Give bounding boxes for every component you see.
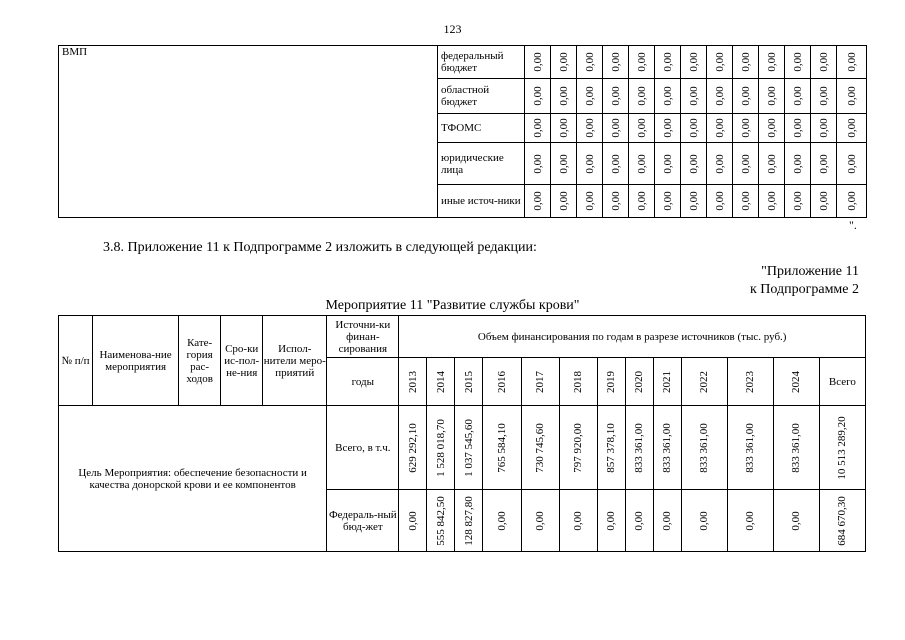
header-year [727, 358, 773, 406]
value-cell-text: 0,00 [739, 191, 752, 211]
value-cell-text: 0,00 [713, 118, 726, 138]
header-year [653, 358, 681, 406]
table-title: Мероприятие 11 "Развитие службы крови" [325, 298, 580, 313]
value-cell-text: 0,00 [687, 153, 700, 174]
value-cell [785, 79, 811, 114]
value-cell-text: 0,00 [845, 52, 858, 72]
value-cell-text: 0,00 [817, 86, 830, 106]
table-row [59, 406, 866, 490]
value-cell [455, 406, 483, 490]
value-cell-text: 0,00 [817, 153, 830, 174]
value-cell-text: 0,00 [605, 510, 618, 531]
value-cell [681, 143, 707, 185]
value-cell [525, 185, 551, 218]
value-cell-text: 0,00 [609, 118, 622, 138]
header-year-text: 2023 [744, 370, 757, 393]
value-cell [577, 46, 603, 79]
value-cell-text: 0,00 [698, 510, 711, 531]
value-cell [811, 79, 837, 114]
value-cell [733, 79, 759, 114]
header-year [597, 358, 625, 406]
value-cell [759, 143, 785, 185]
value-cell [727, 490, 773, 552]
value-cell [837, 79, 867, 114]
value-cell [427, 406, 455, 490]
value-cell-text: 0,00 [765, 153, 778, 174]
value-cell [707, 114, 733, 143]
value-cell [681, 46, 707, 79]
value-cell-text: 0,00 [817, 191, 830, 211]
value-cell-text: 0,00 [661, 191, 674, 211]
value-cell-text: 0,00 [817, 118, 830, 138]
value-cell-text: 0,00 [661, 86, 674, 106]
value-cell [707, 143, 733, 185]
value-cell [681, 185, 707, 218]
value-cell [597, 490, 625, 552]
value-cell-text: 0,00 [635, 153, 648, 174]
value-cell [577, 185, 603, 218]
value-cell [811, 185, 837, 218]
value-cell-text: 0,00 [713, 153, 726, 174]
value-cell [625, 490, 653, 552]
value-cell [525, 114, 551, 143]
value-cell [597, 406, 625, 490]
value-cell [727, 406, 773, 490]
value-cell [603, 79, 629, 114]
value-cell [655, 185, 681, 218]
value-cell-text: 0,00 [845, 191, 858, 211]
value-cell [785, 114, 811, 143]
header-year-text: 2014 [434, 370, 447, 393]
value-cell-text: 0,00 [661, 118, 674, 138]
value-cell [559, 406, 597, 490]
value-cell [707, 79, 733, 114]
header-year-text: 2022 [698, 370, 711, 393]
value-cell [603, 143, 629, 185]
value-cell [629, 143, 655, 185]
source-cell: Федераль-ный бюд-жет [327, 490, 399, 552]
value-cell-text: 0,00 [406, 510, 419, 531]
header-year-text: 2017 [534, 370, 547, 393]
row-label: ВМП [59, 46, 438, 218]
value-cell-text: 128 827,80 [462, 495, 475, 546]
value-cell [707, 46, 733, 79]
value-cell [811, 143, 837, 185]
value-cell-text: 797 920,00 [572, 422, 585, 473]
value-cell [455, 490, 483, 552]
appendix-line-1: "Приложение 11 [761, 264, 859, 279]
header-year [521, 358, 559, 406]
value-cell-text: 0,00 [765, 52, 778, 72]
source-cell: федеральный бюджет [438, 46, 525, 79]
value-cell-text: 0,00 [790, 510, 803, 531]
value-cell [427, 490, 455, 552]
source-cell: Всего, в т.ч. [327, 406, 399, 490]
value-cell-text: 833 361,00 [698, 422, 711, 473]
value-cell-text: 0,00 [791, 191, 804, 211]
value-cell [733, 143, 759, 185]
header-year [399, 358, 427, 406]
page-number: 123 [443, 22, 462, 36]
value-cell-text: 0,00 [739, 153, 752, 174]
value-cell [483, 490, 521, 552]
value-cell-text: 833 361,00 [790, 422, 803, 473]
value-cell [551, 79, 577, 114]
value-cell-text: 0,00 [583, 191, 596, 211]
top-funding-table [58, 45, 867, 218]
header-year [773, 358, 819, 406]
value-cell [733, 114, 759, 143]
value-cell-text: 0,00 [845, 153, 858, 174]
value-cell-text: 833 361,00 [661, 422, 674, 473]
value-cell-text: 629 292,10 [406, 422, 419, 473]
value-cell-text: 0,00 [739, 86, 752, 106]
value-cell-text: 0,00 [531, 191, 544, 211]
value-cell-text: 730 745,60 [534, 422, 547, 473]
value-cell [551, 46, 577, 79]
value-cell [759, 185, 785, 218]
value-cell [577, 114, 603, 143]
header-total: Всего [819, 358, 865, 406]
value-cell-text: 0,00 [557, 52, 570, 72]
value-cell-text: 0,00 [609, 153, 622, 174]
value-cell [483, 406, 521, 490]
header-year [625, 358, 653, 406]
value-cell-text: 0,00 [791, 153, 804, 174]
value-cell-text: 833 361,00 [744, 422, 757, 473]
value-cell-text: 1 528 018,70 [434, 418, 447, 477]
goal-cell: Цель Мероприятия: обеспечение безопасности и качества донорской крови и ее компонентов [59, 406, 327, 552]
value-cell-text: 0,00 [713, 52, 726, 72]
source-cell: иные источ-ники [438, 185, 525, 218]
value-cell [629, 185, 655, 218]
value-cell-text: 0,00 [739, 118, 752, 138]
value-cell-text: 0,00 [713, 191, 726, 211]
value-cell [521, 406, 559, 490]
value-cell [603, 185, 629, 218]
value-cell-text: 0,00 [791, 86, 804, 106]
value-cell [577, 143, 603, 185]
source-cell: юридические лица [438, 143, 525, 185]
value-cell [811, 114, 837, 143]
value-cell [551, 185, 577, 218]
value-cell-text: 857 378,10 [605, 422, 618, 473]
value-cell-text: 0,00 [845, 118, 858, 138]
table-row [59, 46, 867, 79]
value-cell-text: 0,00 [765, 86, 778, 106]
value-cell [773, 406, 819, 490]
value-cell [629, 114, 655, 143]
value-cell [653, 490, 681, 552]
value-cell [603, 46, 629, 79]
value-cell-text: 0,00 [817, 52, 830, 72]
value-cell [603, 114, 629, 143]
value-cell [399, 490, 427, 552]
value-cell-text: 0,00 [531, 153, 544, 174]
value-cell-text: 0,00 [635, 191, 648, 211]
value-cell [625, 406, 653, 490]
header-year-text: 2015 [462, 370, 475, 393]
value-cell-text: 0,00 [765, 191, 778, 211]
header-terms: Сро-ки ис-пол-не-ния [221, 316, 263, 406]
value-cell-text: 0,00 [609, 86, 622, 106]
value-cell-text: 0,00 [713, 86, 726, 106]
value-cell [785, 46, 811, 79]
header-funding: Объем финансирования по годам в разрезе источников (тыс. руб.) [399, 316, 866, 358]
value-cell-text: 0,00 [609, 191, 622, 211]
value-cell-text: 0,00 [687, 52, 700, 72]
value-cell-text: 0,00 [531, 86, 544, 106]
value-cell [551, 143, 577, 185]
value-cell [837, 114, 867, 143]
value-cell-text: 765 584,10 [495, 422, 508, 473]
value-cell [577, 79, 603, 114]
value-cell [655, 143, 681, 185]
value-cell-text: 0,00 [633, 510, 646, 531]
header-year [427, 358, 455, 406]
value-cell [819, 406, 865, 490]
value-cell [837, 185, 867, 218]
value-cell-text: 0,00 [687, 118, 700, 138]
value-cell-text: 0,00 [557, 191, 570, 211]
value-cell-text: 0,00 [845, 86, 858, 106]
instruction-paragraph: 3.8. Приложение 11 к Подпрограмме 2 изложить в следующей редакции: [103, 240, 537, 255]
value-cell-text: 0,00 [739, 52, 752, 72]
value-cell-text: 0,00 [744, 510, 757, 531]
value-cell [399, 406, 427, 490]
value-cell-text: 0,00 [791, 52, 804, 72]
value-cell [551, 114, 577, 143]
value-cell-text: 10 513 289,20 [836, 415, 849, 480]
value-cell [525, 46, 551, 79]
value-cell-text: 0,00 [583, 153, 596, 174]
value-cell-text: 0,00 [531, 52, 544, 72]
value-cell-text: 0,00 [635, 52, 648, 72]
value-cell-text: 0,00 [661, 153, 674, 174]
value-cell [655, 114, 681, 143]
header-year [681, 358, 727, 406]
value-cell [733, 46, 759, 79]
value-cell [681, 490, 727, 552]
value-cell-text: 0,00 [687, 191, 700, 211]
source-cell: областной бюджет [438, 79, 525, 114]
value-cell [785, 143, 811, 185]
value-cell [759, 114, 785, 143]
value-cell [773, 490, 819, 552]
header-executors: Испол-нители меро-приятий [263, 316, 327, 406]
header-sources: Источни-ки финан-сирования [327, 316, 399, 358]
value-cell [811, 46, 837, 79]
value-cell-text: 0,00 [531, 118, 544, 138]
value-cell-text: 0,00 [791, 118, 804, 138]
value-cell-text: 0,00 [534, 510, 547, 531]
main-funding-table [58, 315, 866, 552]
value-cell [629, 46, 655, 79]
value-cell-text: 0,00 [635, 86, 648, 106]
value-cell [733, 185, 759, 218]
header-name: Наименова-ние мероприятия [93, 316, 179, 406]
value-cell-text: 0,00 [583, 118, 596, 138]
value-cell [785, 185, 811, 218]
header-year-text: 2021 [661, 370, 674, 393]
value-cell [525, 79, 551, 114]
header-year [559, 358, 597, 406]
header-year-text: 2013 [406, 370, 419, 393]
closing-quote: ". [849, 218, 857, 232]
value-cell [653, 406, 681, 490]
value-cell-text: 684 670,30 [836, 495, 849, 546]
value-cell-text: 0,00 [661, 510, 674, 531]
value-cell [655, 46, 681, 79]
value-cell-text: 0,00 [765, 118, 778, 138]
value-cell [525, 143, 551, 185]
value-cell [759, 79, 785, 114]
value-cell [707, 185, 733, 218]
value-cell-text: 0,00 [661, 52, 674, 72]
value-cell [681, 406, 727, 490]
value-cell-text: 0,00 [572, 510, 585, 531]
value-cell [655, 79, 681, 114]
value-cell-text: 0,00 [583, 86, 596, 106]
value-cell-text: 555 842,50 [434, 495, 447, 546]
header-year-text: 2024 [790, 370, 803, 393]
value-cell [521, 490, 559, 552]
header-category: Кате-гория рас-ходов [179, 316, 221, 406]
value-cell-text: 0,00 [557, 153, 570, 174]
value-cell [681, 114, 707, 143]
value-cell-text: 0,00 [609, 52, 622, 72]
value-cell [819, 490, 865, 552]
value-cell [837, 143, 867, 185]
header-year [455, 358, 483, 406]
value-cell-text: 833 361,00 [633, 422, 646, 473]
header-num: № п/п [59, 316, 93, 406]
header-year-text: 2019 [605, 370, 618, 393]
value-cell-text: 0,00 [687, 86, 700, 106]
header-year [483, 358, 521, 406]
value-cell-text: 1 037 545,60 [462, 418, 475, 477]
header-year-text: 2020 [633, 370, 646, 393]
value-cell-text: 0,00 [635, 118, 648, 138]
appendix-line-2: к Подпрограмме 2 [749, 282, 859, 297]
value-cell [559, 490, 597, 552]
value-cell-text: 0,00 [557, 118, 570, 138]
value-cell-text: 0,00 [557, 86, 570, 106]
source-cell: ТФОМС [438, 114, 525, 143]
header-year-text: 2016 [495, 370, 508, 393]
value-cell [837, 46, 867, 79]
value-cell [681, 79, 707, 114]
value-cell-text: 0,00 [583, 52, 596, 72]
value-cell [759, 46, 785, 79]
header-years-label: годы [327, 358, 399, 406]
value-cell [629, 79, 655, 114]
header-year-text: 2018 [572, 370, 585, 393]
value-cell-text: 0,00 [495, 510, 508, 531]
